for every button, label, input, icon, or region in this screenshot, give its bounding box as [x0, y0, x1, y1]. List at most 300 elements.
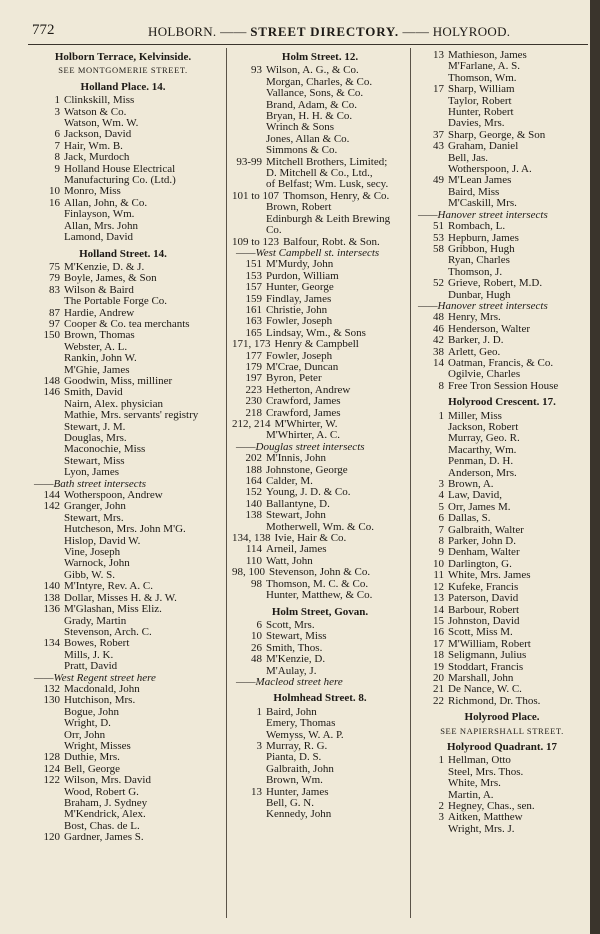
occupant-name: Arneil, James — [266, 544, 327, 556]
house-number: 8 — [54, 151, 60, 164]
directory-entry — [30, 95, 216, 106]
house-number: 75 — [49, 260, 60, 273]
occupant-name: Bell, Jas. — [448, 152, 489, 164]
directory-entry — [232, 282, 408, 293]
occupant-name: Macdonald, John — [64, 683, 140, 695]
occupant-name: Christie, John — [266, 304, 328, 316]
directory-entry — [30, 650, 216, 661]
occupant-name: Smith, David — [64, 387, 123, 399]
directory-entry — [232, 225, 408, 236]
directory-entry — [232, 787, 408, 798]
occupant-name: Scott, Mrs. — [266, 619, 315, 631]
occupant-name: M'Aulay, J. — [266, 665, 317, 677]
occupant-name: Wrinch & Sons — [266, 122, 334, 134]
cross-reference: SEE NAPIERSHALL STREET. — [440, 725, 564, 736]
occupant-name: Watson, Wm. W. — [64, 118, 139, 130]
occupant-name: Pratt, David — [64, 661, 118, 673]
occupant-name: Stevenson, John & Co. — [269, 567, 371, 579]
occupant-name: M'Innis, John — [266, 453, 327, 465]
house-number: 134, 138 — [232, 532, 271, 545]
occupant-name: Ryan, Charles — [448, 255, 510, 267]
house-number: 161 — [245, 303, 262, 316]
occupant-name: Paterson, David — [448, 593, 519, 605]
directory-entry — [232, 168, 408, 179]
occupant-name: Watson & Co. — [64, 106, 127, 118]
directory-entry — [30, 581, 216, 592]
directory-entry — [232, 191, 408, 202]
house-number: 16 — [433, 626, 444, 639]
occupant-name: Kufeke, Francis — [448, 581, 519, 593]
directory-entry — [414, 755, 590, 766]
house-number: 132 — [43, 682, 60, 695]
house-number: 98, 100 — [232, 566, 265, 579]
street-heading: Holm Street. 12. — [281, 51, 359, 63]
occupant-name: Brown, Robert — [266, 202, 332, 214]
occupant-name: Oatman, Francis, & Co. — [448, 357, 554, 369]
column-3 — [414, 50, 590, 835]
occupant-name: Wilson, Mrs. David — [64, 775, 151, 787]
directory-entry — [30, 456, 216, 467]
house-number — [414, 61, 448, 72]
occupant-name: Thomson, M. C. & Co. — [266, 578, 369, 590]
directory-entry — [30, 513, 216, 524]
house-number — [232, 718, 266, 729]
directory-entry — [30, 536, 216, 547]
directory-entry — [30, 342, 216, 353]
house-number — [414, 187, 448, 198]
occupant-name: Thomson, J. — [448, 266, 503, 278]
house-number — [30, 353, 64, 364]
directory-entry — [414, 812, 590, 823]
occupant-name: Thomson, Henry, & Co. — [283, 190, 390, 202]
occupant-name: Hetherton, Andrew — [266, 384, 351, 396]
directory-entry — [30, 387, 216, 398]
running-title: HOLBORN. —— STREET DIRECTORY. —— HOLYROOD. — [148, 24, 511, 39]
house-number: 15 — [433, 614, 444, 627]
occupant-name: Bell, G. N. — [266, 798, 314, 809]
house-number — [414, 198, 448, 209]
directory-entry — [232, 157, 408, 168]
house-number — [30, 342, 64, 353]
intersection-note: ——Macleod street here — [236, 675, 343, 688]
directory-entry — [30, 410, 216, 421]
directory-entry — [414, 221, 590, 232]
directory-entry — [232, 111, 408, 122]
occupant-name: Aitken, Matthew — [448, 812, 523, 824]
occupant-name: Marshall, John — [448, 672, 514, 684]
house-number: 159 — [245, 292, 262, 305]
occupant-name: Wotherspoon, J. A. — [448, 164, 532, 176]
occupant-name: Hunter, James — [266, 786, 329, 798]
occupant-name: Stewart, John — [266, 510, 326, 522]
house-number — [30, 444, 64, 455]
house-number: 21 — [433, 683, 444, 696]
occupant-name: Emery, Thomas — [266, 718, 336, 730]
occupant-name: M'Glashan, Miss Eliz. — [64, 604, 162, 616]
directory-entry — [414, 358, 590, 369]
occupant-name: Dunbar, Hugh — [448, 289, 511, 301]
occupant-name: Allan, Mrs. John — [64, 220, 138, 232]
directory-entry — [30, 296, 216, 307]
house-number — [30, 707, 64, 718]
house-number — [414, 456, 448, 467]
occupant-name: M'Lean James — [448, 175, 512, 187]
directory-entry — [30, 107, 216, 118]
occupant-name: M'Murdy, John — [266, 259, 334, 271]
house-number: 148 — [43, 374, 60, 387]
house-number: 43 — [433, 140, 444, 153]
house-number: 130 — [43, 694, 60, 707]
occupant-name: Braham, J. Sydney — [64, 798, 148, 809]
directory-entry — [232, 707, 408, 718]
occupant-name: Grady, Martin — [64, 615, 127, 627]
directory-entry — [232, 259, 408, 270]
directory-entry — [30, 558, 216, 569]
house-number — [232, 88, 266, 99]
house-number: 165 — [245, 326, 262, 339]
house-number: 87 — [49, 306, 60, 319]
occupant-name: Smith, Thos. — [266, 642, 323, 654]
occupant-name: Wright, Mrs. J. — [448, 823, 515, 835]
occupant-name: Jackson, David — [64, 129, 132, 141]
occupant-name: Anderson, Mrs. — [448, 467, 517, 479]
house-number — [414, 255, 448, 266]
occupant-name: Ivie, Hair & Co. — [274, 533, 347, 545]
occupant-name: Vallance, Sons, & Co. — [266, 88, 364, 100]
house-number: 188 — [245, 463, 262, 476]
occupant-name: Hislop, David W. — [64, 535, 141, 547]
occupant-name: Davies, Mrs. — [448, 118, 505, 130]
cross-reference: SEE MONTGOMERIE STREET. — [58, 65, 188, 76]
directory-entry — [414, 824, 590, 835]
occupant-name: Holland House Electrical — [64, 163, 176, 175]
directory-entry — [414, 187, 590, 198]
directory-entry — [414, 84, 590, 95]
directory-entry — [414, 513, 590, 524]
occupant-name: Webster, A. L. — [64, 341, 128, 353]
directory-entry — [30, 285, 216, 296]
occupant-name: Manufacturing Co. (Ltd.) — [64, 175, 176, 187]
directory-entry — [30, 707, 216, 718]
directory-entry — [414, 570, 590, 581]
house-number: 93-99 — [236, 155, 262, 168]
house-number: 93 — [251, 64, 262, 77]
occupant-name: Hellman, Otto — [448, 755, 511, 767]
house-number — [414, 153, 448, 164]
house-number: 17 — [433, 637, 444, 650]
directory-entry — [414, 335, 590, 346]
directory-entry — [232, 809, 408, 820]
directory-entry — [414, 445, 590, 456]
occupant-name: Sharp, George, & Son — [448, 129, 546, 141]
house-number: 2 — [438, 800, 444, 812]
directory-entry — [30, 787, 216, 798]
house-number: 10 — [49, 185, 60, 198]
occupant-name: Fowler, Joseph — [266, 316, 333, 328]
directory-entry — [232, 65, 408, 76]
house-number: 13 — [251, 785, 262, 798]
house-number — [30, 809, 64, 820]
house-number: 140 — [245, 497, 262, 510]
occupant-name: Wilson, A. G., & Co. — [266, 65, 359, 77]
occupant-name: Stewart, Miss — [64, 455, 125, 467]
house-number: 3 — [438, 811, 444, 824]
intersection-note: ——West Regent street here — [34, 671, 156, 684]
directory-entry — [232, 202, 408, 213]
occupant-name: Allan, John, & Co. — [64, 197, 148, 209]
directory-entry — [30, 832, 216, 843]
house-number — [30, 456, 64, 467]
occupant-name: Hegney, Chas., sen. — [448, 801, 535, 812]
house-number — [232, 752, 266, 763]
house-number — [30, 787, 64, 798]
house-number — [30, 433, 64, 444]
directory-entry — [30, 330, 216, 341]
house-number: 5 — [438, 500, 444, 513]
occupant-name: Mathieson, James — [448, 50, 527, 61]
directory-entry — [414, 153, 590, 164]
occupant-name: Warnock, John — [64, 558, 130, 570]
running-center: STREET DIRECTORY. — [250, 24, 399, 39]
directory-entry — [30, 422, 216, 433]
occupant-name: Bost, Chas. de L. — [64, 820, 140, 832]
street-heading: Holm Street, Govan. — [271, 605, 369, 618]
house-number: 134 — [43, 637, 60, 650]
occupant-name: Wood, Robert G. — [64, 786, 139, 798]
occupant-name: M'Kenzie, D. & J. — [64, 261, 145, 273]
directory-entry — [30, 718, 216, 729]
intersection-note: ——Hanover street intersects — [418, 299, 548, 312]
house-number: 26 — [251, 641, 262, 654]
directory-entry — [414, 696, 590, 707]
house-number: 6 — [54, 128, 60, 141]
house-number — [232, 202, 266, 213]
occupant-name: Crawford, James — [266, 407, 341, 419]
occupant-name: Gribbon, Hugh — [448, 243, 515, 255]
house-number — [414, 107, 448, 118]
house-number — [232, 225, 266, 236]
occupant-name: Edinburgh & Leith Brewing — [266, 213, 391, 225]
occupant-name: Pianta, D. S. — [266, 752, 322, 764]
occupant-name: Mathie, Mrs. servants' registry — [64, 410, 199, 422]
occupant-name: Hunter, Robert — [448, 107, 514, 119]
directory-entry — [30, 444, 216, 455]
street-heading: Holborn Terrace, Kelvinside. — [54, 51, 192, 63]
house-number: 20 — [433, 671, 444, 684]
house-number: 109 to 123 — [232, 235, 280, 248]
house-number: 49 — [433, 174, 444, 187]
directory-entry — [232, 631, 408, 642]
directory-entry — [30, 501, 216, 512]
house-number: 6 — [256, 618, 262, 631]
occupant-name: Henderson, Walter — [448, 323, 530, 335]
house-number — [232, 590, 266, 601]
house-number — [30, 399, 64, 410]
occupant-name: M'Caskill, Mrs. — [448, 198, 517, 210]
directory-entry — [414, 50, 590, 61]
occupant-name: Mills, J. K. — [64, 649, 114, 661]
occupant-name: Gardner, James S. — [64, 832, 144, 844]
house-number: 52 — [433, 277, 444, 290]
occupant-name: Murray, R. G. — [266, 740, 328, 752]
directory-entry — [30, 273, 216, 284]
occupant-name: Grieve, Robert, M.D. — [448, 278, 543, 290]
directory-entry — [30, 221, 216, 232]
occupant-name: Ogilvie, Charles — [448, 369, 521, 381]
directory-entry — [414, 456, 590, 467]
occupant-name: Calder, M. — [266, 476, 313, 488]
occupant-name: Stewart, Miss — [266, 631, 327, 643]
running-right: HOLYROOD. — [432, 24, 511, 39]
occupant-name: Hepburn, James — [448, 232, 519, 244]
house-number — [30, 467, 64, 478]
house-number — [232, 145, 266, 156]
street-heading: Holland Street. 14. — [79, 247, 167, 260]
occupant-name: Wotherspoon, Andrew — [64, 490, 163, 502]
house-number: 114 — [245, 543, 262, 556]
occupant-name: Wright, D. — [64, 718, 111, 730]
directory-entry — [232, 741, 408, 752]
house-number: 7 — [54, 139, 60, 152]
directory-entry — [232, 134, 408, 145]
occupant-name: Purdon, William — [266, 270, 339, 282]
occupant-name: Thomson, Wm. — [448, 72, 517, 84]
house-number: 151 — [245, 258, 262, 271]
directory-entry — [232, 590, 408, 601]
house-number: 157 — [245, 281, 262, 294]
intersection-note: ——Bath street intersects — [34, 477, 147, 490]
house-number — [30, 524, 64, 535]
occupant-name: Law, David, — [448, 490, 502, 502]
house-number — [30, 718, 64, 729]
directory-entry — [414, 767, 590, 778]
occupant-name: Morgan, Charles, & Co. — [266, 76, 373, 88]
house-number: 110 — [245, 554, 262, 567]
house-number: 197 — [245, 372, 262, 385]
house-number — [30, 730, 64, 741]
house-number — [30, 536, 64, 547]
street-heading: Holyrood Place. — [464, 711, 540, 724]
house-number — [30, 661, 64, 672]
street-heading: Holyrood Crescent. 17. — [448, 396, 556, 409]
occupant-name: Wright, Misses — [64, 740, 131, 752]
occupant-name: M'Whirter, A. C. — [266, 430, 340, 442]
occupant-name: M'Ghie, James — [64, 364, 130, 376]
house-number: 53 — [433, 231, 444, 244]
occupant-name: Finlayson, Wm. — [64, 209, 135, 221]
occupant-name: Denham, Walter — [448, 547, 520, 559]
occupant-name: Ballantyne, D. — [266, 498, 330, 510]
house-number: 150 — [43, 329, 60, 342]
occupant-name: Stewart, J. M. — [64, 421, 126, 433]
house-number: 48 — [251, 653, 262, 666]
directory-entry — [30, 616, 216, 627]
house-number: 163 — [245, 315, 262, 328]
house-number: 146 — [43, 386, 60, 399]
house-number — [30, 547, 64, 558]
occupant-name: Bowes, Robert — [64, 638, 130, 650]
occupant-name: Baird, Miss — [448, 186, 500, 198]
house-number: 79 — [49, 272, 60, 285]
directory-entry — [30, 638, 216, 649]
house-number: 7 — [438, 523, 444, 536]
occupant-name: Rombach, L. — [448, 221, 506, 233]
house-number — [414, 445, 448, 456]
house-number: 3 — [54, 105, 60, 118]
house-number — [30, 221, 64, 232]
house-number — [30, 650, 64, 661]
occupant-name: Watt, John — [266, 555, 313, 567]
house-number: 14 — [433, 603, 444, 616]
house-number: 212, 214 — [232, 418, 271, 430]
occupant-name: Cooper & Co. tea merchants — [64, 318, 190, 330]
directory-entry — [414, 255, 590, 266]
house-number: 152 — [245, 486, 262, 499]
house-number — [232, 122, 266, 133]
directory-entry — [30, 399, 216, 410]
directory-entry — [232, 419, 408, 430]
intersection-note: ——West Campbell st. intersects — [236, 246, 380, 259]
occupant-name: Clinkskill, Miss — [64, 95, 135, 107]
occupant-name: M'Intyre, Rev. A. C. — [64, 581, 153, 593]
occupant-name: Stewart, Mrs. — [64, 512, 124, 524]
house-number: 10 — [433, 557, 444, 570]
directory-entry — [232, 764, 408, 775]
directory-entry — [232, 510, 408, 521]
page-edge — [590, 0, 600, 934]
occupant-name: Macarthy, Wm. — [448, 444, 517, 456]
directory-entry — [30, 661, 216, 672]
house-number: 17 — [433, 83, 444, 96]
occupant-name: Brown, Wm. — [266, 775, 323, 787]
directory-entry — [232, 396, 408, 407]
directory-entry — [414, 96, 590, 107]
house-number: 144 — [43, 489, 60, 502]
directory-entry — [232, 798, 408, 809]
house-number — [30, 798, 64, 809]
house-number: 9 — [54, 162, 60, 175]
directory-entry — [414, 593, 590, 604]
house-number: 13 — [433, 49, 444, 61]
house-number: 98 — [251, 577, 262, 590]
directory-entry — [414, 278, 590, 289]
directory-entry — [232, 775, 408, 786]
house-number: 230 — [245, 395, 262, 408]
occupant-name: Free Tron Session House — [448, 380, 559, 392]
occupant-name: Barbour, Robert — [448, 604, 520, 616]
directory-entry — [30, 152, 216, 163]
occupant-name: Hutcheson, Mrs. John M'G. — [64, 524, 186, 536]
directory-entry — [30, 433, 216, 444]
directory-entry — [414, 198, 590, 209]
column-1 — [30, 50, 216, 844]
directory-entry — [414, 422, 590, 433]
occupant-name: Graham, Daniel — [448, 141, 519, 153]
occupant-name: M'Farlane, A. S. — [448, 61, 520, 73]
occupant-name: Bryan, H. H. & Co. — [266, 111, 353, 123]
directory-entry — [30, 524, 216, 535]
directory-entry — [30, 467, 216, 478]
occupant-name: Brand, Adam, & Co. — [266, 99, 358, 111]
house-number: 223 — [245, 383, 262, 396]
occupant-name: Johnston, David — [448, 615, 520, 627]
house-number — [414, 767, 448, 778]
directory-entry — [30, 775, 216, 786]
occupant-name: Hair, Wm. B. — [64, 140, 123, 152]
occupant-name: Galbraith, Walter — [448, 524, 524, 536]
directory-entry — [414, 627, 590, 638]
house-number — [414, 422, 448, 433]
